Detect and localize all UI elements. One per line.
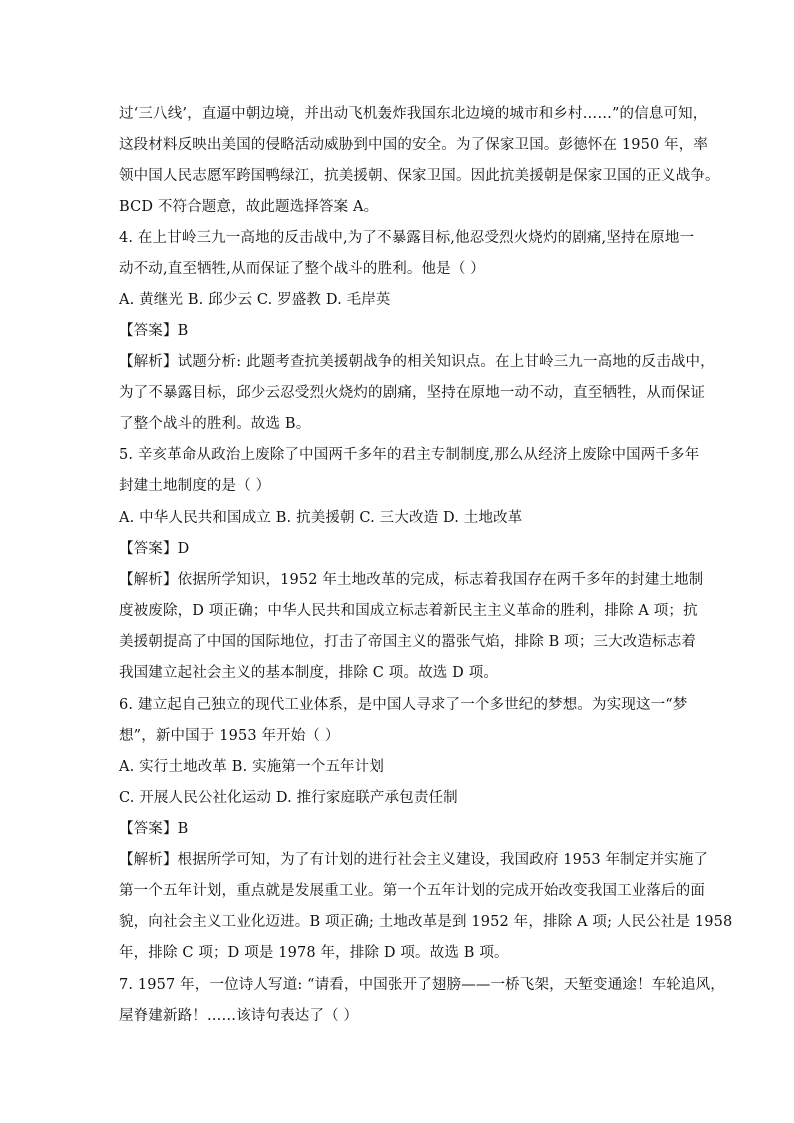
question-5-analysis: 度被废除，D 项正确；中华人民共和国成立标志着新民主主义革命的胜利，排除 A 项；抗 xyxy=(119,603,698,619)
question-4-analysis: 【解析】试题分析: 此题考查抗美援朝战争的相关知识点。在上甘岭三九一高地的反击战中， xyxy=(119,354,715,370)
question-7-stem: 7. 1957 年，一位诗人写道: “请看，中国张开了翅膀——一桥飞架，天堑变通途！车轮追风， xyxy=(119,977,725,993)
question-5-stem: 封建土地制度的是（ ） xyxy=(119,478,271,494)
text-line: 领中国人民志愿军跨国鸭绿江，抗美援朝、保家卫国。因此抗美援朝是保家卫国的正义战争。 xyxy=(119,168,720,184)
question-5-analysis: 美援朝提高了中国的国际地位，打击了帝国主义的嚣张气焰，排除 B 项；三大改造标志着 xyxy=(119,634,697,650)
text-line: 这段材料反映出美国的侵略活动威胁到中国的安全。为了保家卫国。彭德怀在 1950 年，率 xyxy=(119,137,709,153)
question-5-analysis: 我国建立起社会主义的基本制度，排除 C 项。故选 D 项。 xyxy=(119,665,499,681)
question-4-analysis: 为了不暴露目标，邱少云忍受烈火烧灼的剧痛，坚持在原地一动不动，直至牺牲，从而保证 xyxy=(119,385,705,401)
question-6-options: C. 开展人民公社化运动 D. 推行家庭联产承包责任制 xyxy=(119,790,458,806)
question-6-stem: 想”，新中国于 1953 年开始（ ） xyxy=(119,728,340,744)
question-4-stem: 4. 在上甘岭三九一高地的反击战中,为了不暴露目标,他忍受烈火烧灼的剧痛,坚持在原地一 xyxy=(119,230,695,246)
question-4-options: A. 黄继光 B. 邱少云 C. 罗盛教 D. 毛岸英 xyxy=(119,292,391,308)
question-6-analysis: 貌，向社会主义工业化迈进。B 项正确; 土地改革是到 1952 年，排除 A 项; 人民公社是 1958 xyxy=(119,914,733,930)
question-6-answer: 【答案】B xyxy=(119,821,189,837)
question-5-stem: 5. 辛亥革命从政治上废除了中国两千多年的君主专制制度,那么从经济上废除中国两千多年 xyxy=(119,447,700,463)
question-6-analysis: 【解析】根据所学可知，为了有计划的进行社会主义建设，我国政府 1953 年制定并实施了 xyxy=(119,852,709,868)
question-4-answer: 【答案】B xyxy=(119,323,189,339)
question-6-analysis: 第一个五年计划，重点就是发展重工业。第一个五年计划的完成开始改变我国工业落后的面 xyxy=(119,883,705,899)
text-line: BCD 不符合题意，故此题选择答案 A。 xyxy=(119,199,379,215)
question-6-options: A. 实行土地改革 B. 实施第一个五年计划 xyxy=(119,759,384,775)
question-5-analysis: 【解析】依据所学知识，1952 年土地改革的完成，标志着我国存在两千多年的封建土地制 xyxy=(119,572,704,588)
question-5-answer: 【答案】D xyxy=(119,541,190,557)
text-line: 过‘三八线’，直逼中朝边境，并出动飞机轰炸我国东北边境的城市和乡村……”的信息可知， xyxy=(119,106,708,122)
question-6-stem: 6. 建立起自己独立的现代工业体系，是中国人寻求了一个多世纪的梦想。为实现这一“梦 xyxy=(119,697,688,713)
question-7-stem: 屋脊建新路！……该诗句表达了（ ） xyxy=(119,1008,359,1024)
question-4-analysis: 了整个战斗的胜利。故选 B。 xyxy=(119,416,311,432)
question-4-stem: 动不动,直至牺牲,从而保证了整个战斗的胜利。他是（ ） xyxy=(119,261,485,277)
question-5-options: A. 中华人民共和国成立 B. 抗美援朝 C. 三大改造 D. 土地改革 xyxy=(119,510,523,526)
question-6-analysis: 年，排除 C 项；D 项是 1978 年，排除 D 项。故选 B 项。 xyxy=(119,945,509,961)
